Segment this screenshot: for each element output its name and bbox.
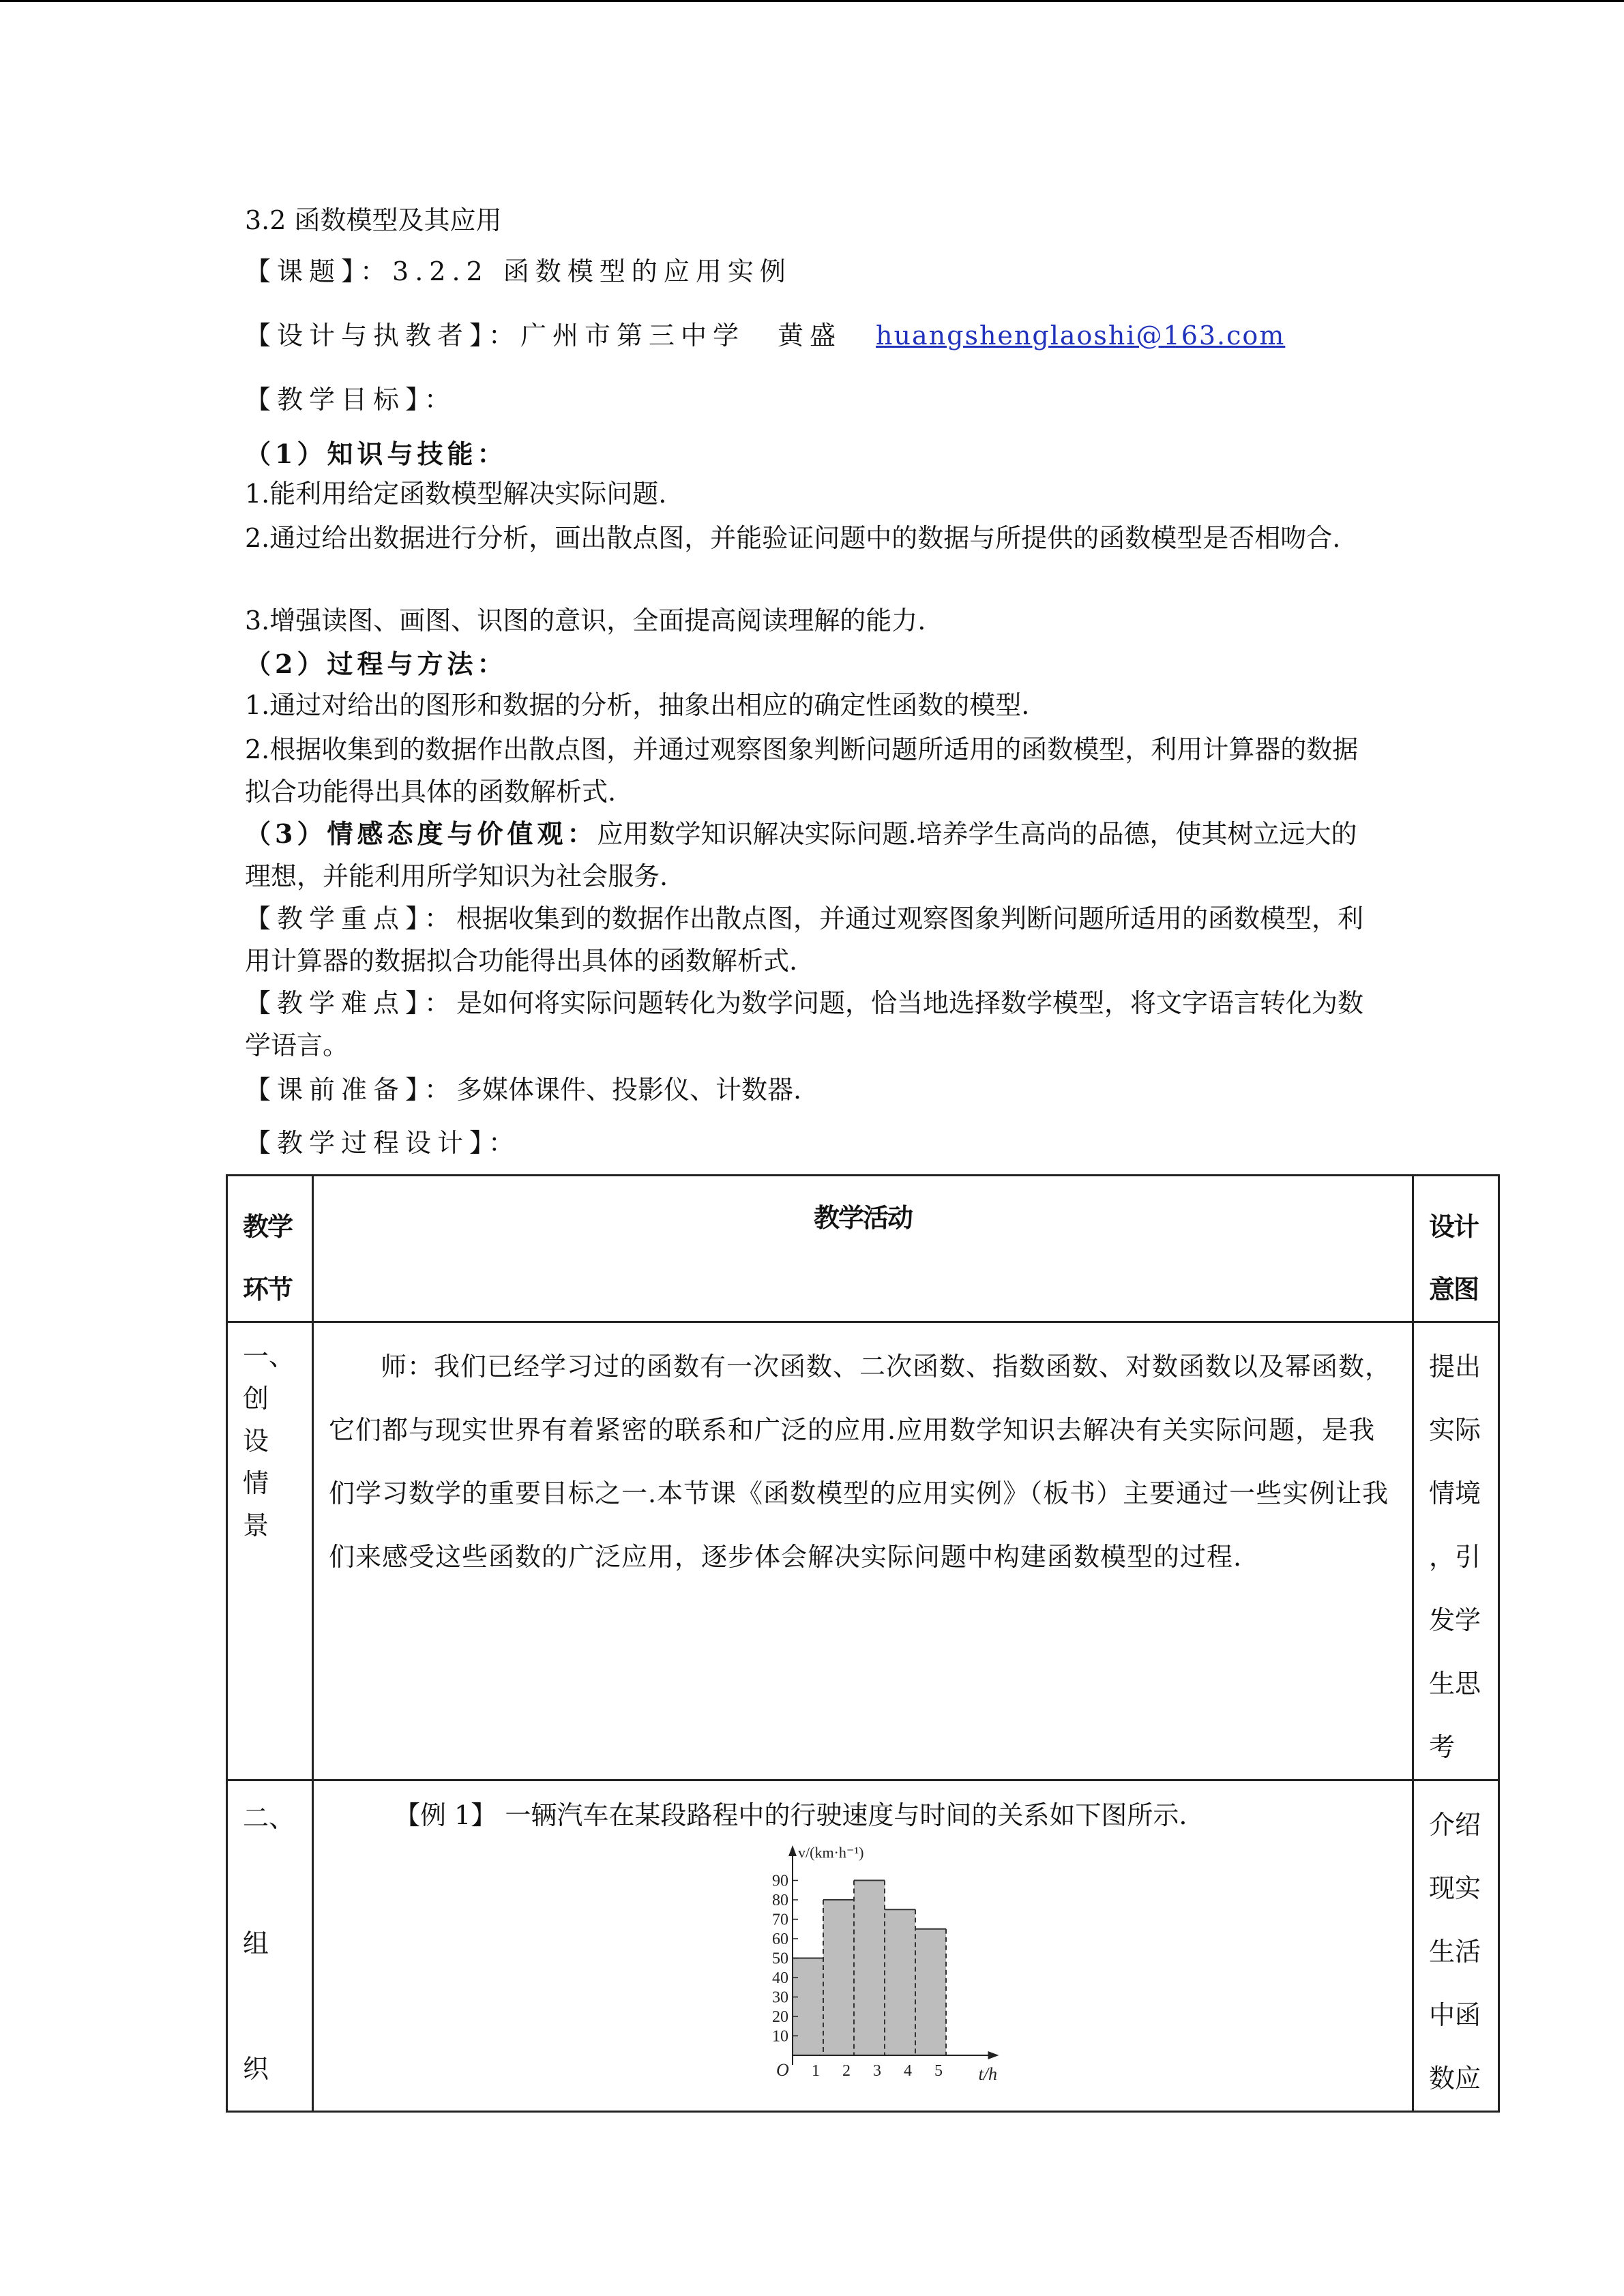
header-line: 意图 [1429,1274,1479,1304]
top-rule [0,0,1624,2]
preparation-line [245,1071,801,1109]
knowledge-item-2: 2.通过给出数据进行分析，画出散点图，并能验证问题中的数据与所提供的函数模型是否相吻合. [245,523,1341,553]
intent-line: 介绍 [1429,1810,1481,1840]
knowledge-item-3: 3.增强读图、画图、识图的意识，全面提高阅读理解的能力. [245,606,926,636]
stage-char: 一、 [243,1341,295,1371]
example-1-text: 【例 1】 一辆汽车在某段路程中的行驶速度与时间的关系如下图所示. [394,1800,1187,1830]
stage-char: 创 [243,1384,269,1414]
course-value: 3.2.2 函数模型的应用实例 [392,256,792,286]
intent-line: 生活 [1429,1937,1481,1967]
speed-time-chart [752,1837,1024,2096]
header-line: 环节 [243,1274,293,1304]
objectives-heading: 【教学目标】： [245,385,457,415]
stage-char: 设 [243,1426,269,1456]
designer-label: 【设计与执教者】： [245,320,521,351]
process-heading: （2）过程与方法： [245,648,507,679]
intent-line: 中函 [1429,2000,1481,2030]
row1-intent [1413,1322,1499,1780]
x-tick-label: 4 [904,2062,912,2080]
designer-name: 黄盛 [778,320,842,351]
intent-line: 发学 [1429,1605,1481,1635]
intent-line: 数应 [1429,2063,1481,2093]
y-tick-label: 80 [772,1892,788,1909]
header-stage [227,1176,313,1322]
x-tick-label: 3 [873,2062,881,2080]
row2-stage-part-1: 二、 [243,1803,295,1833]
row2-activity [313,1780,1413,2112]
y-tick-label: 50 [772,1950,788,1968]
knowledge-item-1: 1.能利用给定函数模型解决实际问题. [245,479,667,509]
stage-char: 景 [243,1510,269,1540]
bar-3 [854,1881,885,2056]
attitude-paragraph [245,813,1377,897]
intent-line: 生思 [1429,1669,1481,1699]
y-axis-label: v/(km·h⁻¹) [798,1844,864,1861]
course-line [245,252,792,290]
header-line: 设计 [1429,1212,1479,1242]
x-axis-label: t/h [978,2064,997,2084]
stage-char: 情 [243,1468,269,1498]
bar-4 [885,1909,915,2055]
bar-1 [793,1958,823,2056]
difficulties-text: 是如何将实际问题转化为数学问题，恰当地选择数学模型，将文字语言转化为数学语言。 [245,988,1364,1060]
bar-5 [915,1929,946,2055]
y-tick-label: 20 [772,2008,788,2026]
knowledge-heading: （1）知识与技能： [245,438,507,469]
row1-activity: 师：我们已经学习过的函数有一次函数、二次函数、指数函数、对数函数以及幂函数，它们都与现实世界有着紧密的联系和广泛的应用.应用数学知识去解决有关实际问题，是我们学习数学的重要目标之一.本节课《函数模型的应用实例》（板书）主要通过一些实例让我们来感受这些函数的广泛应用，逐步体会解决实际问题中构建函数模型的过程. [313,1322,1413,1780]
y-tick-label: 90 [772,1872,788,1890]
intent-line: 现实 [1429,1873,1481,1903]
row2-stage [227,1780,313,2112]
section-title: 3.2 函数模型及其应用 [245,205,502,235]
difficulties-label: 【教学难点】： [245,988,457,1018]
y-tick-label: 40 [772,1969,788,1987]
process-item-1: 1.通过对给出的图形和数据的分析，抽象出相应的确定性函数的模型. [245,690,1030,720]
row2-stage-part-3: 织 [243,2054,269,2084]
row2-stage-part-2: 组 [243,1928,269,1958]
attitude-heading: （3）情感态度与价值观： [245,818,597,849]
key-points-paragraph [245,897,1377,982]
key-points-label: 【教学重点】： [245,904,457,934]
intent-line: 提出 [1429,1352,1481,1382]
header-line: 教学 [243,1212,293,1242]
row2-intent [1413,1780,1499,2112]
table-row [227,1322,1499,1780]
table-row [227,1780,1499,2112]
process-design-heading: 【教学过程设计】： [245,1128,521,1158]
preparation-label: 【课前准备】： [245,1075,457,1105]
origin-label: O [776,2060,789,2080]
intent-line: 情境 [1429,1478,1481,1508]
y-tick-label: 30 [772,1988,788,2007]
process-item-2: 2.根据收集到的数据作出散点图，并通过观察图象判断问题所适用的函数模型，利用计算器的数据拟合功能得出具体的函数解析式. [245,734,1359,807]
y-tick-label: 60 [772,1930,788,1948]
y-axis-arrow [788,1845,797,1856]
designer-school: 广州市第三中学 [520,320,745,351]
row1-stage [227,1322,313,1780]
x-tick-label: 1 [812,2062,820,2080]
attitude-text: 应用数学知识解决实际问题.培养学生高尚的品德，使其树立远大的理想，并能利用所学知识为社会服务. [245,819,1357,891]
table-header-row [227,1176,1499,1322]
x-tick-label: 2 [842,2062,851,2080]
difficulties-paragraph [245,982,1377,1067]
chart-bars [793,1881,946,2056]
header-activity: 教学活动 [313,1176,1413,1322]
bar-2 [823,1900,854,2055]
y-tick-label: 10 [772,2027,788,2046]
y-tick-label: 70 [772,1911,788,1929]
intent-line: 实际 [1429,1415,1481,1445]
designer-line [245,316,1285,355]
intent-line: 考 [1429,1732,1456,1762]
key-points-text: 根据收集到的数据作出散点图，并通过观察图象判断问题所适用的函数模型，利用计算器的数据拟合功能得出具体的函数解析式. [245,904,1364,976]
course-label: 【课题】： [245,256,393,286]
x-tick-label: 5 [934,2062,943,2080]
x-axis-arrow [988,2051,999,2059]
email-link[interactable]: huangshenglaoshi@163.com [876,320,1286,351]
preparation-text: 多媒体课件、投影仪、计数器. [456,1075,802,1105]
intent-line: ，引 [1429,1542,1481,1572]
teaching-process-table [226,1174,1500,2113]
header-intent [1413,1176,1499,1322]
